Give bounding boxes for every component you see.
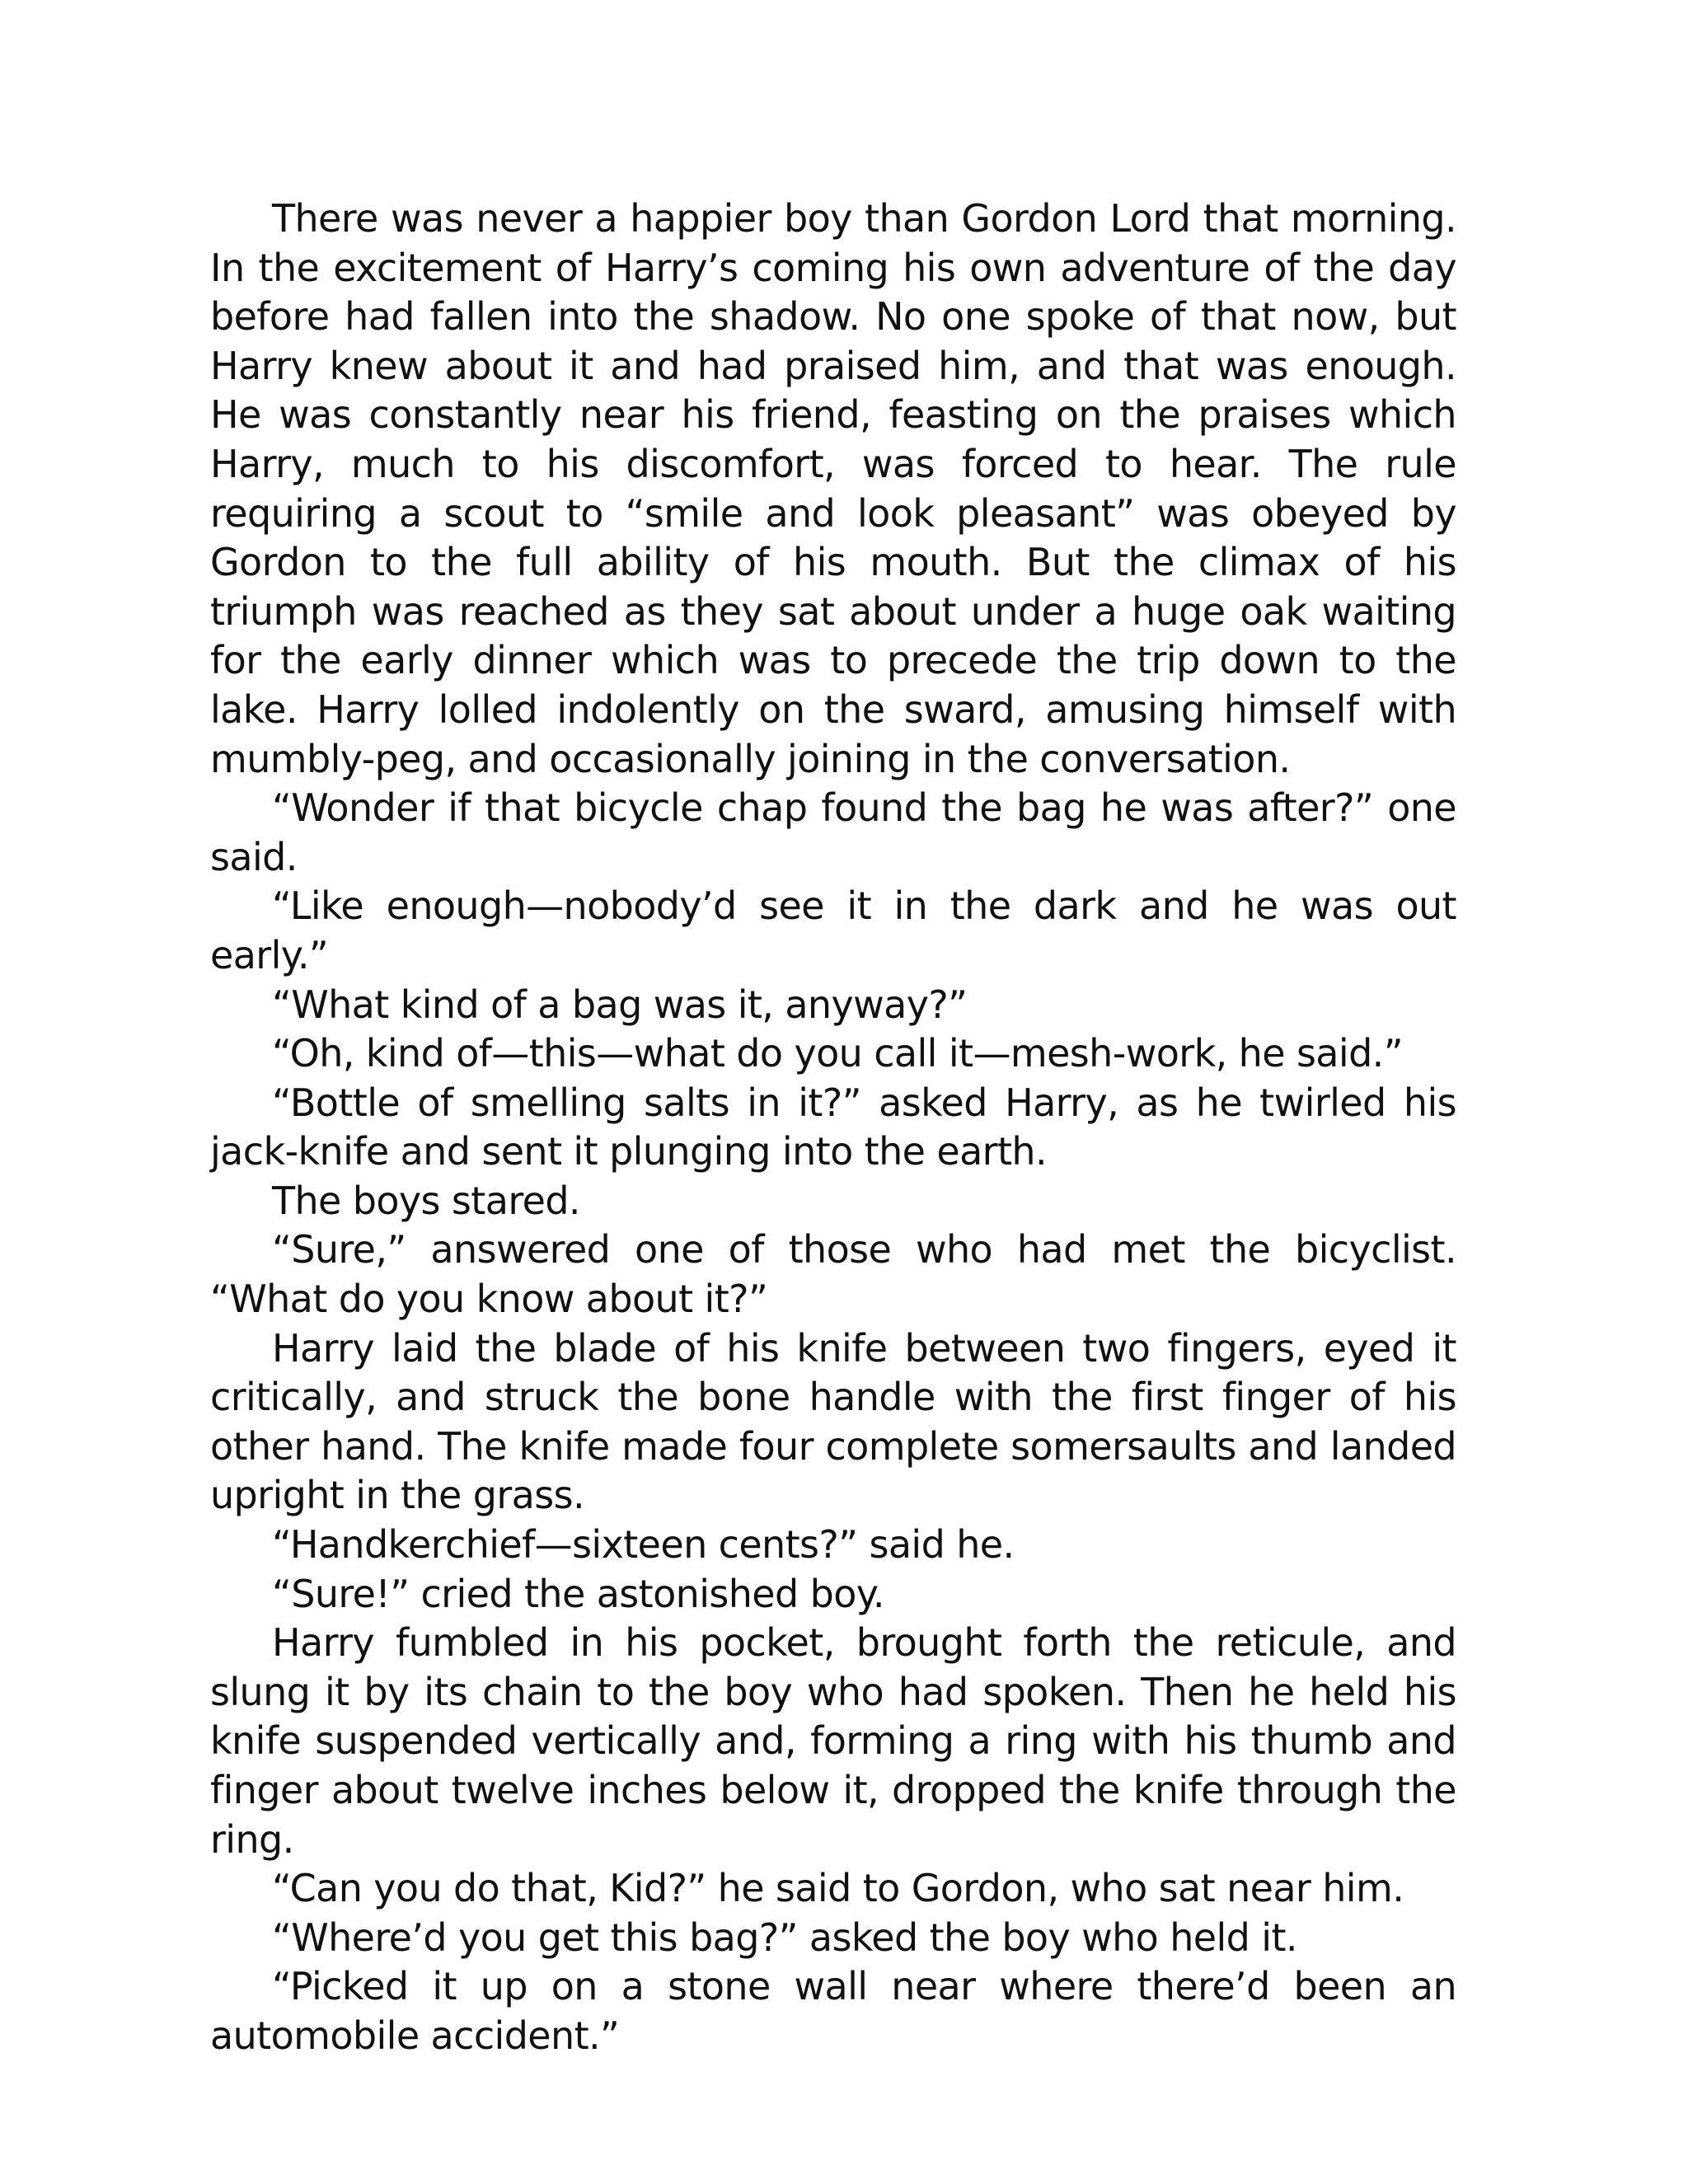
book-page <box>210 194 1456 2061</box>
paragraph: “Bottle of smelling salts in it?” asked Harry, as he twirled his jack-knife and sent it plunging into the earth. <box>210 1080 1456 1174</box>
paragraph: Harry fumbled in his pocket, brought forth the reticule, and slung it by its chain to the boy who had spoken. Then he held his knife suspended vertically and, forming a ring with his thumb and finger about twelve inches below it, dropped the knife through the ring. <box>210 1620 1456 1862</box>
paragraph: “Handkerchief—sixteen cents?” said he. <box>272 1522 1015 1568</box>
paragraph: “What kind of a bag was it, anyway?” <box>272 982 968 1027</box>
paragraph: “Where’d you get this bag?” asked the boy who held it. <box>272 1915 1297 1960</box>
paragraph: There was never a happier boy than Gordon Lord that morning. In the excitement of Harry’s coming his own adventure of the day before had fallen into the shadow. No one spoke of that now, but Harry knew about it and had praised him, and that was enough. He was constantly near his friend, feasting on the praises which Harry, much to his discomfort, was forced to hear. The rule requiring a scout to “smile and look pleasant” was obeyed by Gordon to the full ability of his mouth. But the climax of his triumph was reached as they sat about under a huge oak waiting for the early dinner which was to precede the trip down to the lake. Harry lolled indolently on the sward, amusing himself with mumbly-peg, and occasionally joining in the conversation. <box>210 196 1456 781</box>
paragraph: “Picked it up on a stone wall near where there’d been an automobile accident.” <box>210 1964 1456 2058</box>
paragraph: “Sure,” answered one of those who had met the bicyclist. “What do you know about it?” <box>210 1227 1456 1322</box>
paragraph: “Oh, kind of—this—what do you call it—mesh-work, he said.” <box>272 1031 1403 1076</box>
paragraph: The boys stared. <box>272 1178 580 1223</box>
paragraph: “Sure!” cried the astonished boy. <box>272 1571 884 1616</box>
paragraph: Harry laid the blade of his knife between two fingers, eyed it critically, and struck the bone handle with the first finger of his other hand. The knife made four complete somersaults and landed upright in the grass. <box>210 1325 1456 1518</box>
paragraph: “Wonder if that bicycle chap found the bag he was after?” one said. <box>210 785 1456 879</box>
paragraph: “Like enough—nobody’d see it in the dark and he was out early.” <box>210 883 1456 977</box>
paragraph: “Can you do that, Kid?” he said to Gordon, who sat near him. <box>272 1866 1404 1911</box>
